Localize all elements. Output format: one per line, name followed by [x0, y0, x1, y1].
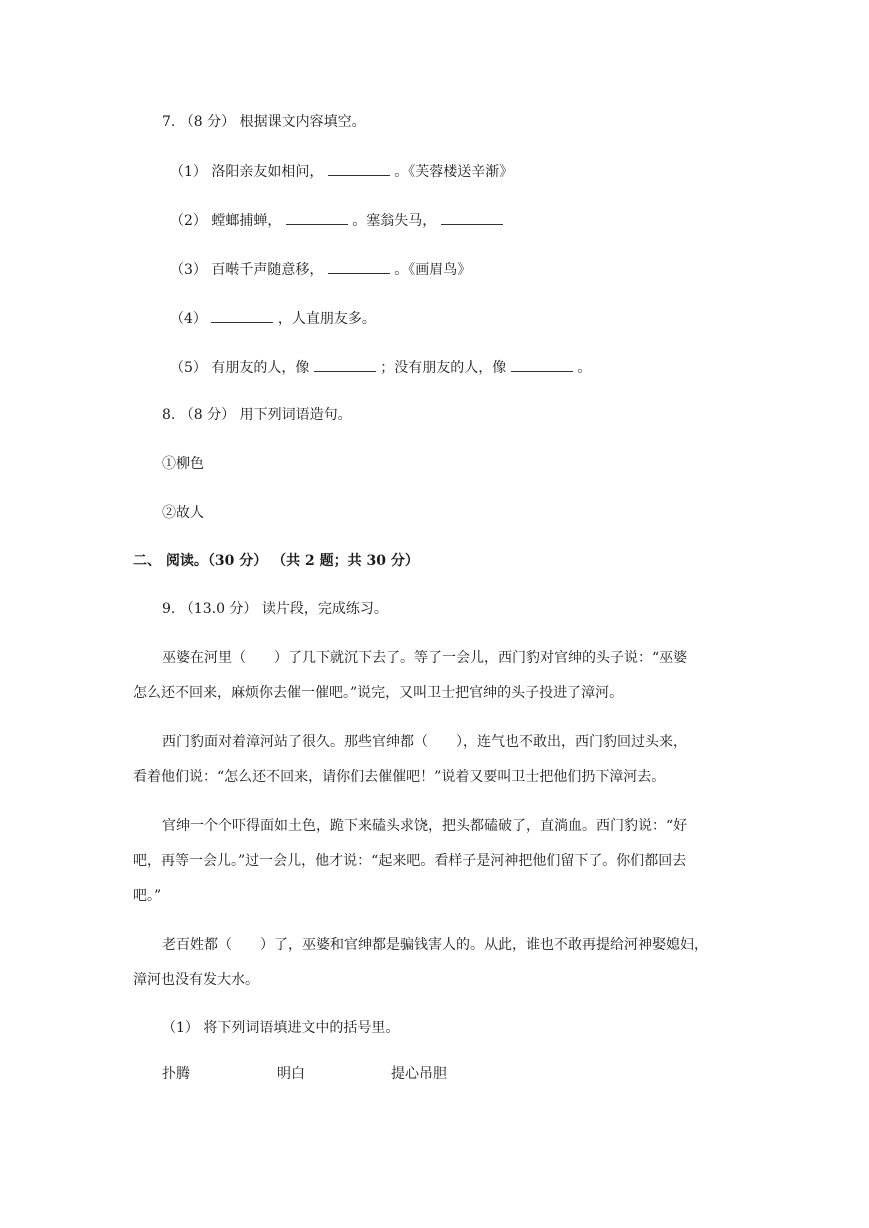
fill-blank[interactable]	[211, 308, 273, 323]
item-text: 。《画眉鸟》	[394, 262, 472, 278]
q7-header: 7. （8 分） 根据课文内容填空。	[162, 114, 366, 130]
item-number: （4）	[170, 311, 207, 327]
passage-line: 西门豹面对着漳河站了很久。那些官绅都（ ），连气也不敢出，西门豹回过头来，	[162, 734, 687, 750]
q7-item-3	[170, 259, 471, 280]
q7-item-4	[170, 308, 376, 329]
item-text: 。《芙蓉楼送辛渐》	[394, 164, 514, 180]
q8-header: 8. （8 分） 用下列词语造句。	[162, 407, 352, 423]
section-2-heading: 二、 阅读。（30 分） （共 2 题；共 30 分）	[133, 553, 419, 569]
passage-line: 吧，再等一会儿。”过一会儿，他才说：“起来吧。看样子是河神把他们留下了。你们都回去	[133, 853, 687, 869]
fill-blank[interactable]	[328, 259, 390, 274]
word-bank-item: 扑腾	[162, 1066, 190, 1082]
passage-line: 怎么还不回来，麻烦你去催一催吧。”说完，又叫卫士把官绅的头子投进了漳河。	[133, 685, 624, 701]
q8-item-2: ②故人	[162, 505, 204, 521]
q7-item-1	[170, 161, 513, 182]
q7-item-2	[170, 210, 503, 231]
word-bank	[162, 1064, 562, 1084]
item-text: 。	[577, 360, 592, 376]
q8-item-1: ①柳色	[162, 456, 204, 472]
item-text: 百啭千声随意移，	[211, 262, 324, 278]
item-number: （2）	[170, 213, 207, 229]
fill-blank[interactable]	[286, 210, 348, 225]
word-bank-item: 明白	[277, 1066, 305, 1082]
fill-blank[interactable]	[511, 357, 573, 372]
item-text: 螳螂捕蝉，	[211, 213, 282, 229]
item-number: （5）	[170, 360, 207, 376]
passage-line: 吧。”	[133, 888, 162, 904]
q9-sub-question-1: （1） 将下列词语填进文中的括号里。	[162, 1020, 400, 1036]
fill-blank[interactable]	[328, 161, 390, 176]
word-bank-item: 提心吊胆	[391, 1066, 447, 1082]
passage-line: 巫婆在河里（ ）了几下就沉下去了。等了一会儿，西门豹对官绅的头子说：“巫婆	[162, 650, 688, 666]
q9-header: 9. （13.0 分） 读片段，完成练习。	[162, 601, 388, 617]
passage-line: 官绅一个个吓得面如土色，跪下来磕头求饶，把头都磕破了，直淌血。西门豹说：“好	[162, 818, 688, 834]
passage-line: 漳河也没有发大水。	[133, 972, 259, 988]
passage-line: 看着他们说：“怎么还不回来，请你们去催催吧！”说着又要叫卫士把他们扔下漳河去。	[133, 769, 666, 785]
item-text: 。塞翁失马，	[352, 213, 437, 229]
fill-blank[interactable]	[441, 210, 503, 225]
item-number: （3）	[170, 262, 207, 278]
fill-blank[interactable]	[314, 357, 376, 372]
passage-line: 老百姓都（ ）了，巫婆和官绅都是骗钱害人的。从此，谁也不敢再提给河神娶媳妇，	[162, 937, 708, 953]
item-text: 有朋友的人，像	[211, 360, 310, 376]
q7-item-5	[170, 357, 591, 378]
item-text: 洛阳亲友如相问，	[211, 164, 324, 180]
item-number: （1）	[170, 164, 207, 180]
item-text: ，人直朋友多。	[277, 311, 376, 327]
item-text: ；没有朋友的人，像	[380, 360, 507, 376]
